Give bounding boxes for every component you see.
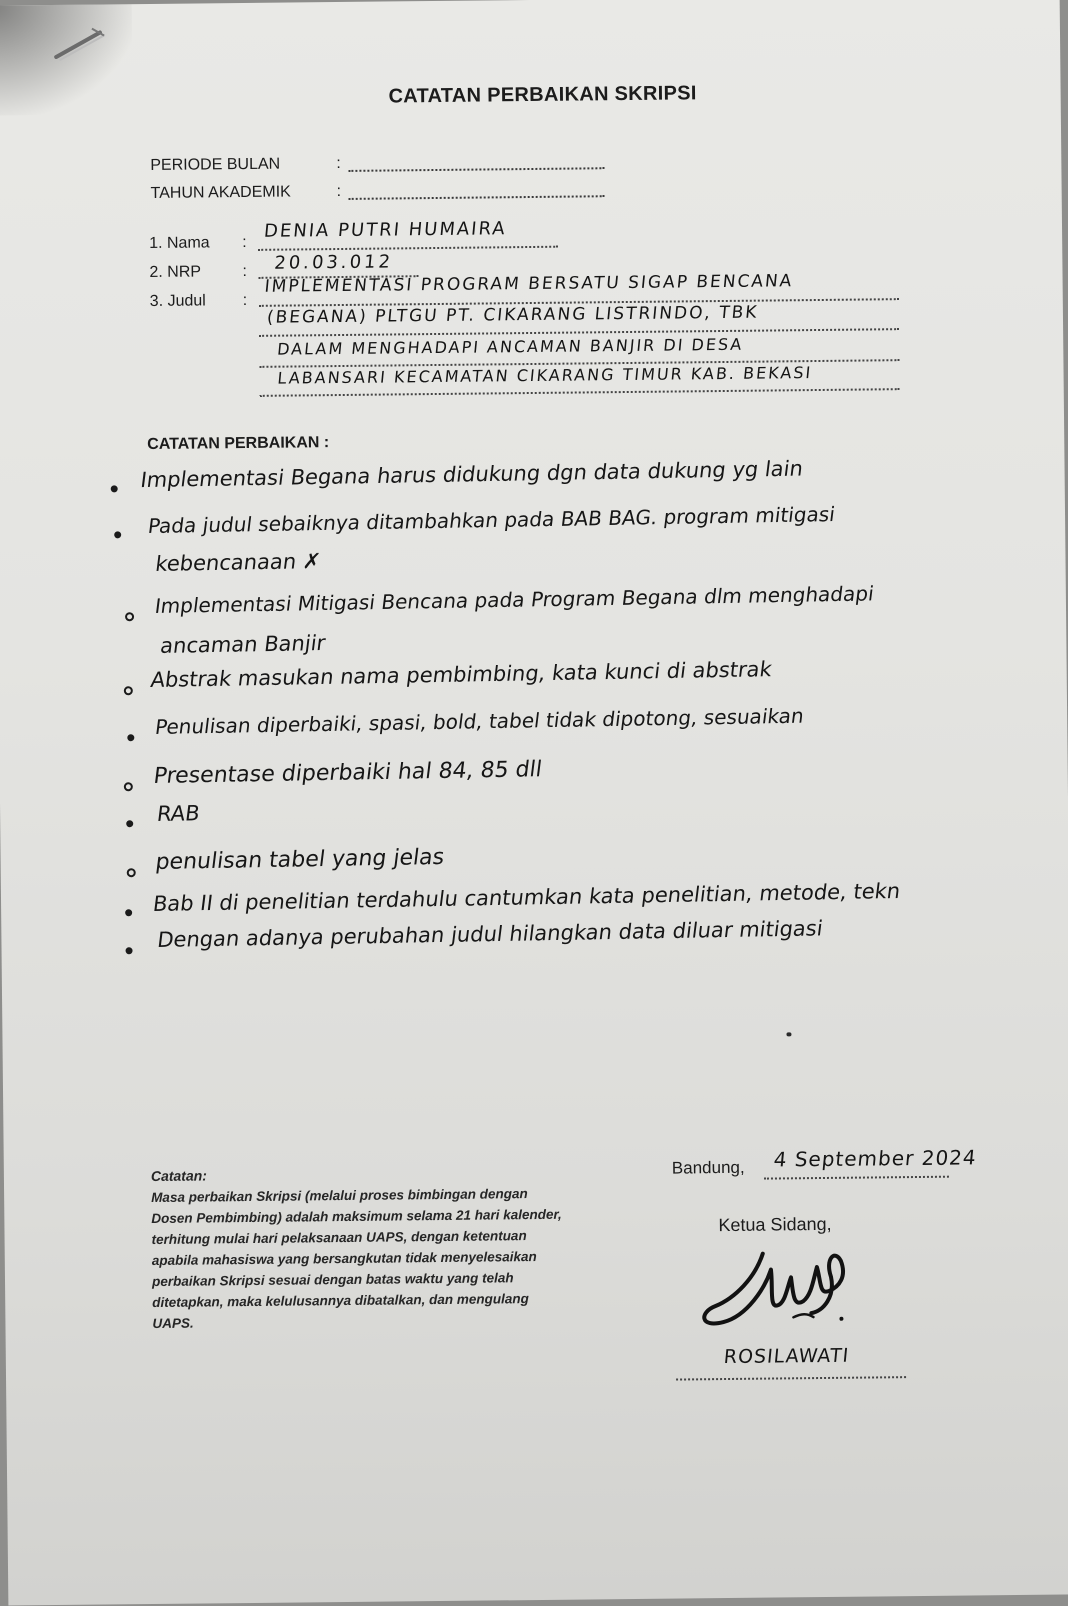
- judul-label: 3. Judul: [149, 292, 206, 310]
- judul-line-1: IMPLEMENTASI PROGRAM BERSATU SIGAP BENCANA: [263, 271, 795, 297]
- note-item: Presentase diperbaiki hal 84, 85 dll: [152, 757, 544, 789]
- ketua-label: Ketua Sidang,: [718, 1213, 832, 1236]
- nrp-colon: :: [242, 262, 247, 281]
- catatan-note: [151, 1162, 573, 1334]
- note-item: Penulisan diperbaiki, spasi, bold, tabel tidak dipotong, sesuaikan: [153, 703, 806, 739]
- date-value: 4 September 2024: [772, 1145, 978, 1172]
- catatan-body: Masa perbaikan Skripsi (melalui proses bimbingan dengan Dosen Pembimbing) adalah maksimum selama 21 hari kalender, terhitung mulai hari pelaksanaan UAPS, dengan ketentuan apabila mahasiswa yang bersangkutan tidak menyelesaikan perbaikan Skripsi sesuai dengan batas waktu yang telah ditetapkan, maka kelulusannya dibatalkan, dan mengulang UAPS.: [151, 1186, 562, 1332]
- note-item: RAB: [155, 801, 202, 826]
- catatan-title: Catatan:: [150, 1167, 208, 1185]
- date-line: [764, 1174, 949, 1180]
- nrp-label: 2. NRP: [149, 263, 202, 281]
- note-bullet: [114, 531, 121, 538]
- note-bullet: [124, 782, 133, 791]
- periode-colon: :: [336, 154, 341, 173]
- note-bullet: [126, 820, 133, 827]
- note-bullet: [127, 868, 136, 877]
- nama-value: DENIA PUTRI HUMAIRA: [263, 218, 508, 242]
- nama-label: 1. Nama: [149, 234, 210, 252]
- note-item: Dengan adanya perubahan judul hilangkan data diluar mitigasi: [155, 916, 825, 952]
- place-label: Bandung,: [671, 1157, 745, 1178]
- note-item: Implementasi Begana harus didukung dgn data dukung yg lain: [139, 456, 805, 493]
- nrp-value: 20.03.012: [273, 251, 394, 274]
- signature-icon: [695, 1246, 886, 1338]
- note-bullet: [111, 485, 118, 492]
- judul-line-2: (BEGANA) PLTGU PT. CIKARANG LISTRINDO, TBK: [265, 302, 760, 328]
- note-bullet: [126, 947, 133, 954]
- judul-line-4: LABANSARI KECAMATAN CIKARANG TIMUR KAB. BEKASI: [276, 363, 814, 388]
- note-bullet: [124, 686, 133, 695]
- signer-line: [676, 1374, 906, 1380]
- periode-label: PERIODE BULAN: [150, 155, 281, 174]
- tahun-label: TAHUN AKADEMIK: [150, 183, 291, 202]
- note-bullet: [127, 734, 134, 741]
- signer-name: ROSILAWATI: [722, 1344, 851, 1369]
- note-item-continued: kebencanaan ✗: [154, 549, 323, 576]
- note-item: Abstrak masukan nama pembimbing, kata kunci di abstrak: [149, 657, 774, 693]
- note-bullet: [125, 612, 134, 621]
- judul-line-3: DALAM MENGHADAPI ANCAMAN BANJIR DI DESA: [276, 334, 745, 359]
- note-item: Pada judul sebaiknya ditambahkan pada BAB BAG. program mitigasi: [146, 502, 837, 539]
- note-bullet: [125, 909, 132, 916]
- note-item: Bab II di penelitian terdahulu cantumkan kata penelitian, metode, tekn: [151, 878, 902, 917]
- nama-colon: :: [242, 233, 247, 252]
- note-item-continued: ancaman Banjir: [158, 631, 327, 658]
- judul-colon: :: [242, 291, 248, 310]
- document-title: CATATAN PERBAIKAN SKRIPSI: [388, 82, 697, 108]
- tahun-colon: :: [336, 182, 342, 201]
- ink-mark: [786, 1032, 791, 1036]
- place-date: [672, 1158, 745, 1179]
- note-item: Implementasi Mitigasi Bencana pada Program Begana dlm menghadapi: [153, 581, 876, 618]
- note-item: penulisan tabel yang jelas: [154, 844, 446, 875]
- notes-heading: CATATAN PERBAIKAN :: [147, 434, 330, 454]
